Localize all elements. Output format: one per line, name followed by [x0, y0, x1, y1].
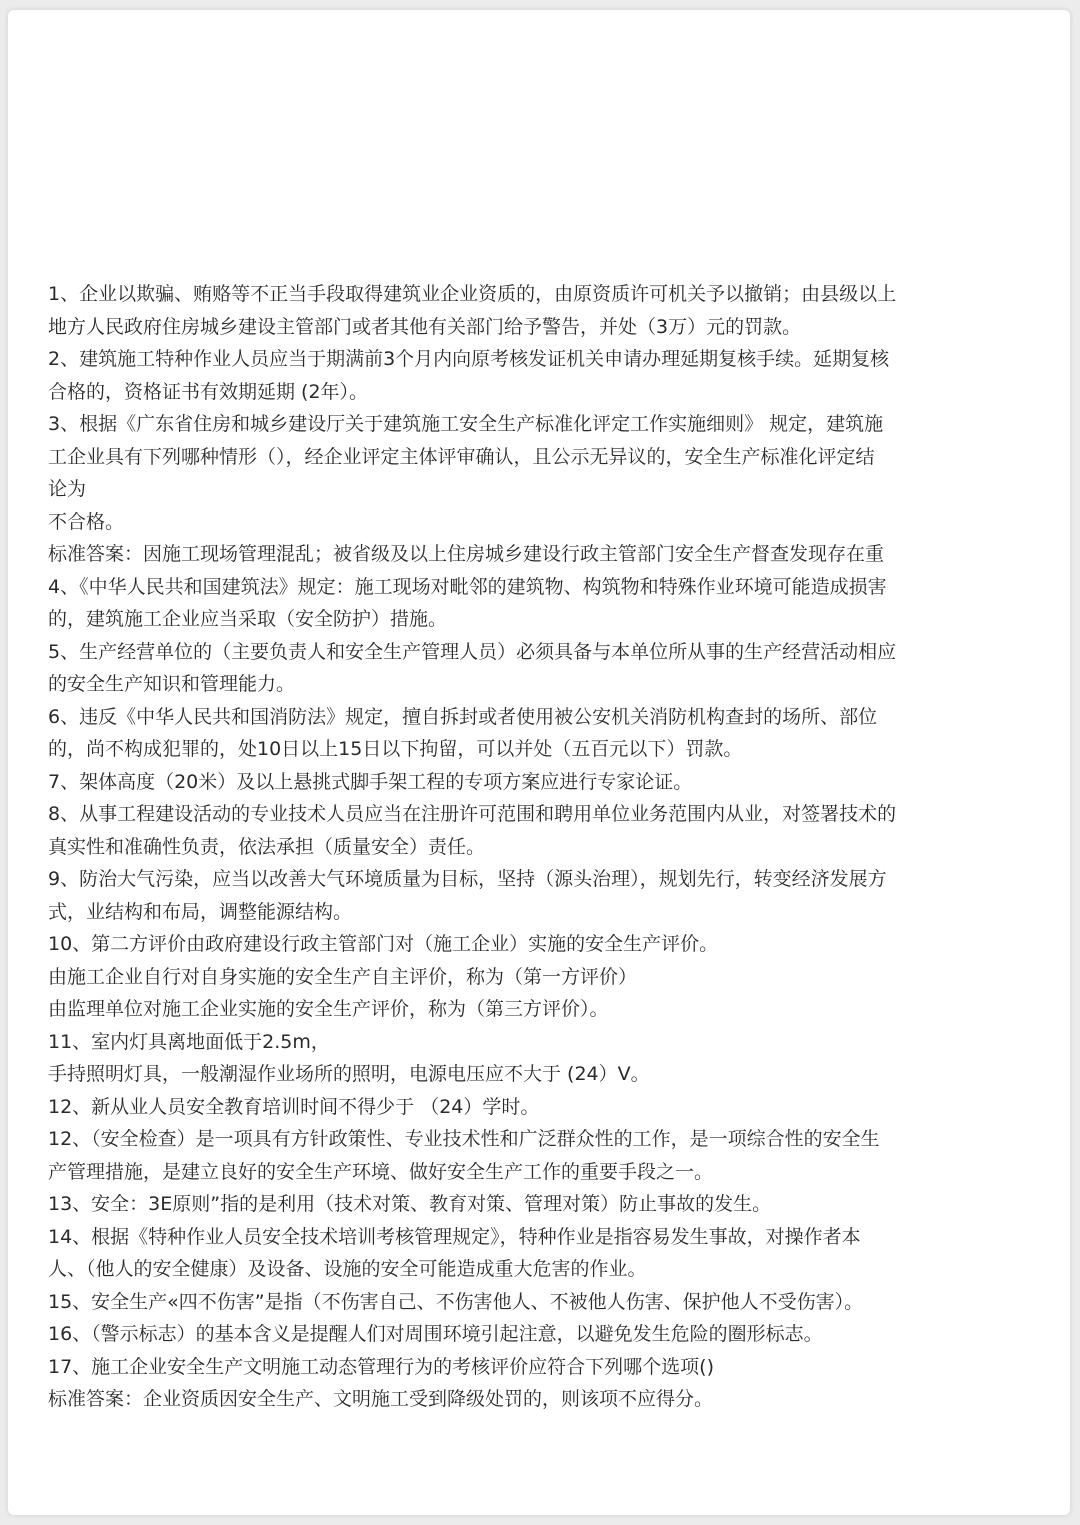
text-line: 6、违反《中华人民共和国消防法》规定，擅自拆封或者使用被公安机关消防机构查封的场所、部位: [48, 705, 878, 728]
text-line: 8、从事工程建设活动的专业技术人员应当在注册许可范围和聘用单位业务范围内从业，对签署技术的: [48, 803, 897, 825]
text-line: 手持照明灯具，一般潮湿作业场所的照明，电源电压应不大于 (24）V。: [48, 1063, 650, 1085]
text-line: 人、（他人的安全健康）及设备、设施的安全可能造成重大危害的作业。: [48, 1258, 647, 1280]
text-line: 4、《中华人民共和国建筑法》规定：施工现场对毗邻的建筑物、构筑物和特殊作业环境可能造成损害: [48, 575, 887, 598]
text-line: 1、企业以欺骗、贿赂等不正当手段取得建筑业企业资质的，由原资质许可机关予以撤销；由县级以上: [48, 283, 897, 305]
text-line: 12、新从业人员安全教育培训时间不得少于 （24）学时。: [48, 1095, 540, 1118]
text-line: 17、施工企业安全生产文明施工动态管理行为的考核评价应符合下列哪个选项(): [48, 1355, 715, 1378]
text-line: 真实性和准确性负责，依法承担（质量安全）责任。: [48, 835, 486, 858]
text-line: 标准答案：企业资质因安全生产、文明施工受到降级处罚的，则该项不应得分。: [48, 1388, 714, 1410]
text-line: 由施工企业自行对自身实施的安全生产自主评价，称为（第一方评价）: [48, 965, 638, 988]
text-line: 16、（警示标志）的基本含义是提醒人们对周围环境引起注意，以避免发生危险的圈形标志。: [48, 1323, 823, 1345]
text-line: 的，尚不构成犯罪的，处10日以上15日以下拘留，可以并处（五百元以下）罚款。: [48, 738, 743, 760]
text-line: 式，业结构和布局，调整能源结构。: [48, 900, 353, 923]
text-line: 产管理措施，是建立良好的安全生产环境、做好安全生产工作的重要手段之一。: [48, 1160, 714, 1183]
text-line: 不合格。: [48, 510, 125, 533]
text-line: 的安全生产知识和管理能力。: [48, 673, 296, 695]
text-line: 7、架体高度（20米）及以上悬挑式脚手架工程的专项方案应进行专家论证。: [48, 770, 693, 793]
document-page: [8, 10, 1070, 1515]
text-line: 15、安全生产«四不伤害”是指（不伤害自己、不伤害他人、不被他人伤害、保护他人不受伤害）。: [48, 1290, 864, 1313]
text-line: 3、根据《广东省住房和城乡建设厅关于建筑施工安全生产标准化评定工作实施细则》 规定，建筑施: [48, 413, 884, 435]
text-line: 的，建筑施工企业应当采取（安全防护）措施。: [48, 608, 448, 630]
text-line: 13、安全：3E原则”指的是利用（技术对策、教育对策、管理对策）防止事故的发生。: [48, 1193, 772, 1215]
text-line: 5、生产经营单位的（主要负责人和安全生产管理人员）必须具备与本单位所从事的生产经营活动相应: [48, 640, 897, 663]
text-line: 由监理单位对施工企业实施的安全生产评价，称为（第三方评价）。: [48, 998, 609, 1020]
text-line: 2、建筑施工特种作业人员应当于期满前3个月内向原考核发证机关申请办理延期复核手续。延期复核: [48, 348, 890, 370]
text-line: 10、第二方评价由政府建设行政主管部门对（施工企业）实施的安全生产评价。: [48, 933, 719, 955]
text-line: 9、防治大气污染，应当以改善大气环境质量为目标，坚持（源头治理），规划先行，转变经济发展方: [48, 868, 887, 890]
text-line: 11、室内灯具离地面低于2.5m，: [48, 1030, 330, 1053]
text-line: 14、根据《特种作业人员安全技术培训考核管理规定》，特种作业是指容易发生事故，对操作者本: [48, 1225, 861, 1248]
text-line: 地方人民政府住房城乡建设主管部门或者其他有关部门给予警告，并处（3万）元的罚款。: [48, 315, 802, 338]
text-line: 标准答案：因施工现场管理混乱；被省级及以上住房城乡建设行政主管部门安全生产督查发现存在重: [48, 543, 885, 565]
text-line: 12、（安全检查）是一项具有方针政策性、专业技术性和广泛群众性的工作，是一项综合性的安全生: [48, 1128, 880, 1150]
document-body: [48, 278, 1038, 1416]
text-line: 工企业具有下列哪种情形（），经企业评定主体评审确认，且公示无异议的，安全生产标准化评定结: [48, 445, 875, 468]
text-line: 合格的，资格证书有效期延期 (2年）。: [48, 380, 369, 403]
text-line: 论为: [48, 478, 87, 500]
